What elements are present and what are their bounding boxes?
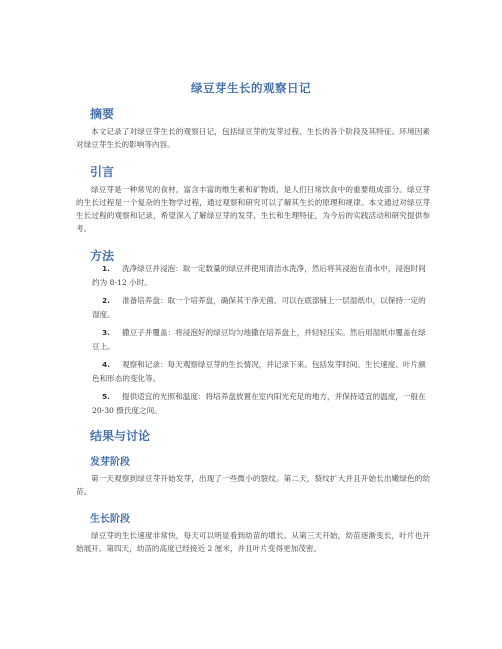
intro-text: 绿豆芽是一种常见的食材，富含丰富的维生素和矿物质，是人们日常饮食中的重要组成部分。绿豆芽的生长过程是一个复杂的生物学过程，通过观察和研究可以了解其生长的原理和规律。本文通过对绿豆芽生长过程的观察和记录，希望深入了解绿豆芽的发芽、生长和生理特征，为今后的实践活动和研究提供参考。	[76, 185, 430, 233]
method-item-number: 5.	[102, 392, 110, 401]
method-item-number: 3.	[102, 328, 110, 337]
method-item	[92, 358, 432, 385]
method-item-text: 洗净绿豆并浸泡：取一定数量的绿豆并使用清洁水洗净，然后将其浸泡在清水中，浸泡时间约为 8-12 小时。	[92, 264, 426, 287]
abstract-text: 本文记录了对绿豆芽生长的观察日记，包括绿豆芽的发芽过程、生长的各个阶段及其特征、环境因素对绿豆芽生长的影响等内容。	[76, 127, 430, 149]
growth-stage-text: 绿豆芽的生长速度非常快，每天可以明显看到幼苗的增长。从第三天开始，幼苗逐渐变长，叶片也开始展开。第四天，幼苗的高度已经接近 2 厘米，并且叶片变得更加茂密。	[76, 531, 430, 553]
method-item-text: 准备培养盘：取一个培养盘，确保其干净无菌。可以在底部铺上一层湿纸巾，以保持一定的湿度。	[92, 296, 426, 319]
method-item-text: 提供适宜的光照和温度：将培养盘放置在室内阳光充足的地方，并保持适宜的温度，一般在 20-30 摄氏度之间。	[92, 392, 426, 415]
method-item-text: 撒豆子并覆盖：将浸泡好的绿豆均匀地撒在培养盘上，并轻轻压实。然后用湿纸巾覆盖在绿豆上。	[92, 328, 426, 351]
method-heading: 方法	[90, 249, 115, 263]
abstract-heading: 摘要	[90, 107, 115, 121]
sprout-stage-text: 第一天观察到绿豆芽开始发芽，出现了一些微小的裂纹。第二天，裂纹扩大并且开始长出嫩绿色的幼苗。	[76, 474, 430, 496]
method-item	[92, 390, 432, 417]
method-item-number: 2.	[102, 296, 110, 305]
growth-stage-heading: 生长阶段	[90, 514, 130, 525]
results-heading: 结果与讨论	[90, 429, 151, 443]
method-item-number: 1.	[102, 264, 110, 273]
document-title: 绿豆芽生长的观察日记	[191, 81, 311, 95]
method-item-number: 4.	[102, 360, 110, 369]
method-item	[92, 294, 432, 321]
method-item-text: 观察和记录：每天观察绿豆芽的生长情况，并记录下来。包括发芽时间、生长速度、叶片颜色和形态的变化等。	[92, 360, 426, 383]
sprout-stage-heading: 发芽阶段	[90, 457, 130, 468]
intro-heading: 引言	[90, 165, 115, 179]
method-item	[92, 262, 432, 289]
method-item	[92, 326, 432, 353]
